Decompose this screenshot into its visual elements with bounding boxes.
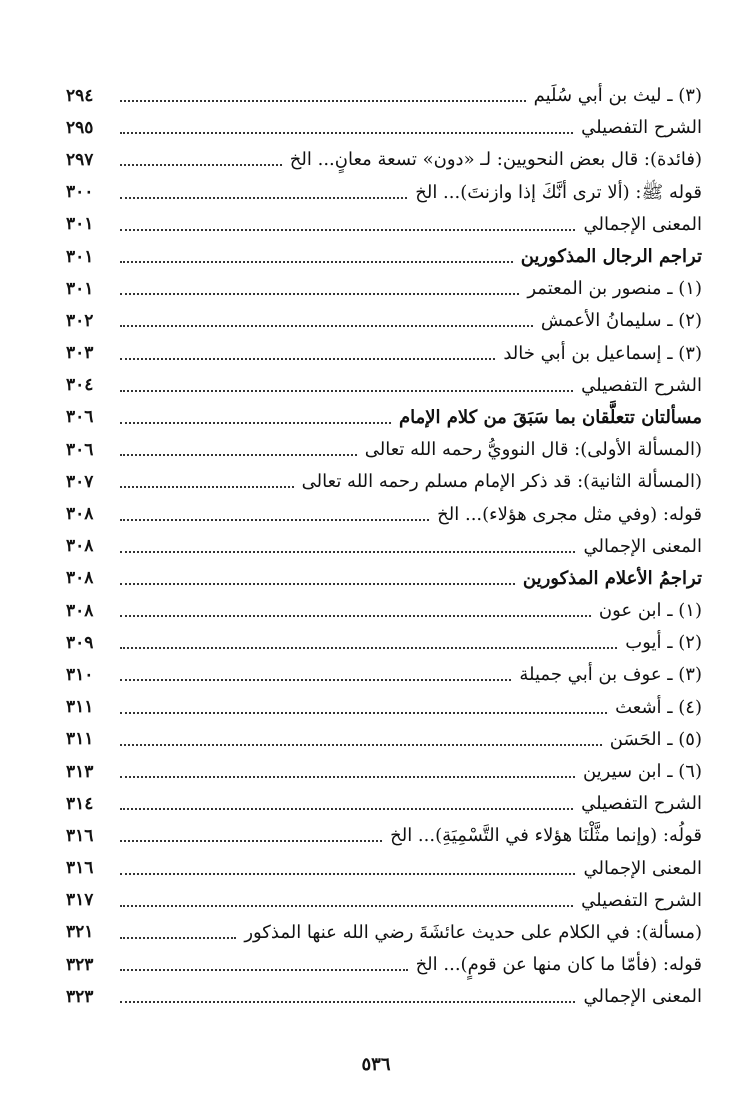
toc-entry bbox=[66, 498, 702, 530]
dot-leader bbox=[120, 197, 407, 199]
toc-entry-title: المعنى الإجمالي bbox=[583, 213, 702, 235]
dot-leader bbox=[120, 873, 575, 875]
toc-entry-page: ٣٠٧ bbox=[66, 471, 94, 492]
toc-entry-page: ٣٠١ bbox=[66, 278, 94, 299]
toc-entry-title: (٥) ـ الحَسَن bbox=[609, 728, 702, 750]
toc-entry-title: تراجمُ الأعلام المذكورين bbox=[522, 567, 702, 589]
dot-leader bbox=[120, 969, 408, 971]
toc-entry-page: ٣١٧ bbox=[66, 890, 94, 911]
toc-entry-page: ٣٠٢ bbox=[66, 310, 94, 331]
toc-entry-page: ٣١٦ bbox=[66, 858, 94, 879]
toc-entry bbox=[66, 853, 702, 885]
toc-entry bbox=[66, 949, 702, 981]
dot-leader bbox=[120, 647, 617, 649]
toc-entry bbox=[66, 820, 702, 852]
toc-entry-page: ٣٠٨ bbox=[66, 536, 94, 557]
toc-entry bbox=[66, 692, 702, 724]
toc-entry-title: الشرح التفصيلي bbox=[581, 374, 702, 396]
toc-entry bbox=[66, 466, 702, 498]
toc-entry-title: قوله ﷺ: (ألا ترى أنَّكَ إذا وازنتَ)... الخ bbox=[415, 181, 702, 203]
toc-entry bbox=[66, 788, 702, 820]
toc-entry-title: الشرح التفصيلي bbox=[581, 793, 702, 815]
toc-entry-title: المعنى الإجمالي bbox=[583, 535, 702, 557]
toc-entry bbox=[66, 273, 702, 305]
toc-entry-title: الشرح التفصيلي bbox=[581, 889, 702, 911]
toc-entry-title: قولُه: (وإنما مثَّلْنَا هؤلاء في التَّسْمِيَةِ)... الخ bbox=[390, 825, 702, 847]
toc-entry-page: ٣٠٠ bbox=[66, 182, 94, 203]
toc-entry-page: ٣٠٨ bbox=[66, 568, 94, 589]
dot-leader bbox=[120, 422, 391, 424]
toc-entry-page: ٢٩٤ bbox=[66, 85, 94, 106]
toc-entry bbox=[66, 563, 702, 595]
toc-entry-page: ٣٠٩ bbox=[66, 632, 94, 653]
table-of-contents bbox=[66, 80, 702, 1013]
toc-entry-title: الشرح التفصيلي bbox=[581, 117, 702, 139]
toc-entry-page: ٣٠٤ bbox=[66, 375, 94, 396]
dot-leader bbox=[120, 808, 573, 810]
dot-leader bbox=[120, 390, 573, 392]
toc-entry bbox=[66, 402, 702, 434]
dot-leader bbox=[120, 679, 511, 681]
toc-entry bbox=[66, 531, 702, 563]
toc-entry-title: (فائدة): قال بعض النحويين: لـ «دون» تسعة معانٍ... الخ bbox=[289, 149, 702, 171]
dot-leader bbox=[120, 551, 575, 553]
dot-leader bbox=[120, 454, 357, 456]
toc-entry-title: تراجم الرجال المذكورين bbox=[520, 246, 702, 268]
toc-entry bbox=[66, 885, 702, 917]
toc-entry-title: قوله: (وفي مثل مجرى هؤلاء)... الخ bbox=[437, 503, 702, 525]
dot-leader bbox=[120, 486, 294, 488]
toc-entry bbox=[66, 177, 702, 209]
toc-entry-title: (١) ـ منصور بن المعتمر bbox=[527, 278, 702, 300]
dot-leader bbox=[120, 905, 573, 907]
toc-entry bbox=[66, 112, 702, 144]
dot-leader bbox=[120, 744, 602, 746]
dot-leader bbox=[120, 229, 575, 231]
toc-entry bbox=[66, 144, 702, 176]
toc-entry bbox=[66, 338, 702, 370]
dot-leader bbox=[120, 937, 236, 939]
toc-entry-page: ٣٠٨ bbox=[66, 600, 94, 621]
toc-entry bbox=[66, 627, 702, 659]
toc-entry bbox=[66, 241, 702, 273]
dot-leader bbox=[120, 712, 607, 714]
toc-entry-title: المعنى الإجمالي bbox=[583, 857, 702, 879]
toc-entry-title: (٤) ـ أشعث bbox=[615, 696, 702, 718]
dot-leader bbox=[120, 776, 575, 778]
toc-entry-page: ٣٢١ bbox=[66, 922, 94, 943]
toc-entry bbox=[66, 724, 702, 756]
dot-leader bbox=[120, 1001, 575, 1003]
toc-entry-title: مسألتان تتعلَّقان بما سَبَقَ من كلام الإمام bbox=[398, 406, 702, 428]
toc-entry bbox=[66, 305, 702, 337]
toc-entry bbox=[66, 80, 702, 112]
toc-entry-title: (٣) ـ إسماعيل بن أبي خالد bbox=[503, 342, 702, 364]
toc-entry-title: (٢) ـ أيوب bbox=[625, 632, 702, 654]
dot-leader bbox=[120, 840, 382, 842]
toc-entry-page: ٣٠٣ bbox=[66, 343, 94, 364]
dot-leader bbox=[120, 261, 513, 263]
toc-entry-title: (١) ـ ابن عون bbox=[598, 600, 702, 622]
toc-entry-title: (٢) ـ سليمانُ الأعمش bbox=[540, 310, 702, 332]
toc-entry bbox=[66, 370, 702, 402]
dot-leader bbox=[120, 164, 282, 166]
toc-entry-page: ٣٠١ bbox=[66, 214, 94, 235]
toc-entry-title: (المسألة الثانية): قد ذكر الإمام مسلم رحمه الله تعالى bbox=[301, 471, 702, 493]
dot-leader bbox=[120, 519, 429, 521]
dot-leader bbox=[120, 615, 591, 617]
toc-entry-page: ٢٩٥ bbox=[66, 117, 94, 138]
toc-entry-page: ٢٩٧ bbox=[66, 149, 94, 170]
toc-entry-page: ٣١١ bbox=[66, 729, 94, 750]
toc-entry-page: ٣١٦ bbox=[66, 825, 94, 846]
toc-entry bbox=[66, 756, 702, 788]
toc-entry-page: ٣١١ bbox=[66, 697, 94, 718]
toc-entry-title: (المسألة الأولى): قال النوويُّ رحمه الله تعالى bbox=[364, 439, 702, 461]
toc-entry-page: ٣٠٦ bbox=[66, 439, 94, 460]
toc-entry-page: ٣٠٨ bbox=[66, 504, 94, 525]
toc-entry-page: ٣٢٣ bbox=[66, 954, 94, 975]
toc-entry-page: ٣٢٣ bbox=[66, 986, 94, 1007]
toc-entry-title: (٣) ـ عوف بن أبي جميلة bbox=[519, 664, 702, 686]
toc-entry-page: ٣١٠ bbox=[66, 664, 94, 685]
toc-entry-title: (٦) ـ ابن سيرين bbox=[582, 761, 702, 783]
toc-entry-title: قوله: (فأمّا ما كان منها عن قومٍ)... الخ bbox=[415, 954, 702, 976]
dot-leader bbox=[120, 132, 573, 134]
toc-entry-page: ٣١٣ bbox=[66, 761, 94, 782]
toc-entry bbox=[66, 981, 702, 1013]
dot-leader bbox=[120, 100, 526, 102]
toc-entry-page: ٣٠١ bbox=[66, 246, 94, 267]
toc-entry bbox=[66, 917, 702, 949]
dot-leader bbox=[120, 325, 533, 327]
toc-entry bbox=[66, 659, 702, 691]
toc-entry bbox=[66, 595, 702, 627]
toc-entry-title: (مسألة): في الكلام على حديث عائشَةَ رضي الله عنها المذكور bbox=[244, 921, 702, 943]
dot-leader bbox=[120, 583, 515, 585]
page-number: ٥٣٦ bbox=[361, 1054, 391, 1075]
toc-entry-title: المعنى الإجمالي bbox=[583, 986, 702, 1008]
dot-leader bbox=[120, 358, 495, 360]
toc-entry-title: (٣) ـ ليث بن أبي سُلَيم bbox=[533, 85, 702, 107]
dot-leader bbox=[120, 293, 519, 295]
toc-entry bbox=[66, 434, 702, 466]
toc-entry-page: ٣١٤ bbox=[66, 793, 94, 814]
toc-entry-page: ٣٠٦ bbox=[66, 407, 94, 428]
toc-entry bbox=[66, 209, 702, 241]
